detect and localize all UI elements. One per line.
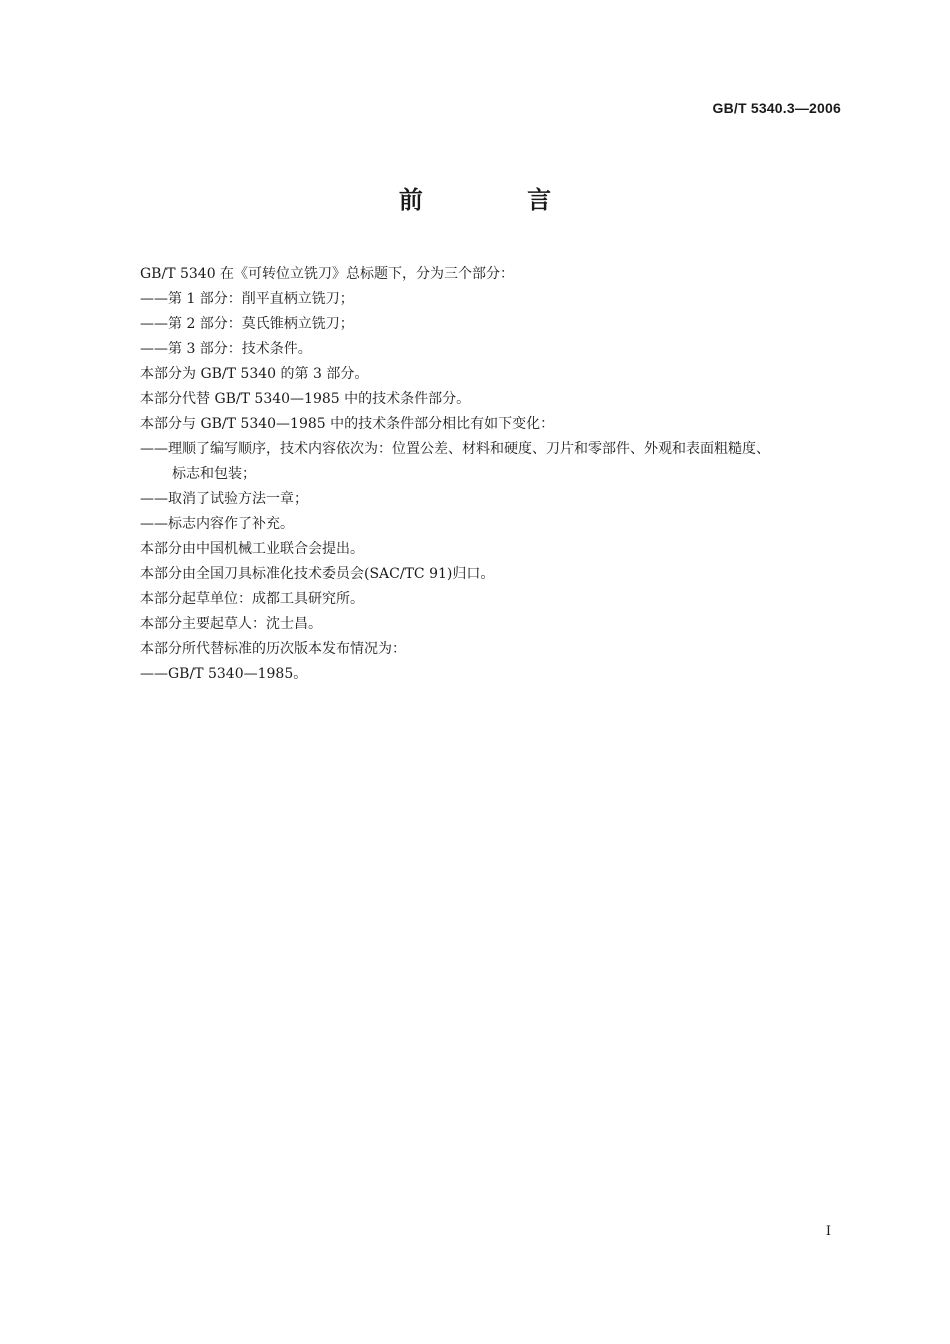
foreword-body — [140, 262, 852, 687]
paragraph: GB/T 5340 在《可转位立铣刀》总标题下，分为三个部分： — [140, 266, 515, 282]
list-item: ——第 3 部分：技术条件。 — [140, 341, 312, 357]
page-title: 前 言 — [398, 186, 600, 214]
page-number: I — [825, 1224, 831, 1239]
paragraph: 本部分由中国机械工业联合会提出。 — [140, 541, 364, 557]
list-item: ——第 1 部分：削平直柄立铣刀； — [140, 291, 354, 307]
paragraph: 本部分起草单位：成都工具研究所。 — [140, 591, 364, 607]
list-item-continuation: 标志和包装； — [172, 466, 256, 482]
list-item: ——标志内容作了补充。 — [140, 516, 294, 532]
paragraph: 本部分与 GB/T 5340—1985 中的技术条件部分相比有如下变化： — [140, 416, 555, 432]
paragraph: 本部分由全国刀具标准化技术委员会(SAC/TC 91)归口。 — [140, 566, 495, 582]
paragraph: 本部分主要起草人：沈士昌。 — [140, 616, 322, 632]
list-item: ——理顺了编写顺序，技术内容依次为：位置公差、材料和硬度、刀片和零部件、外观和表面粗糙度、 — [140, 441, 770, 457]
paragraph: 本部分为 GB/T 5340 的第 3 部分。 — [140, 366, 369, 382]
paragraph: 本部分所代替标准的历次版本发布情况为： — [140, 641, 406, 657]
paragraph: 本部分代替 GB/T 5340—1985 中的技术条件部分。 — [140, 391, 471, 407]
standard-number: GB/T 5340.3—2006 — [712, 100, 841, 116]
list-item: ——GB/T 5340—1985。 — [140, 666, 308, 682]
list-item: ——取消了试验方法一章； — [140, 491, 308, 507]
list-item: ——第 2 部分：莫氏锥柄立铣刀； — [140, 316, 354, 332]
